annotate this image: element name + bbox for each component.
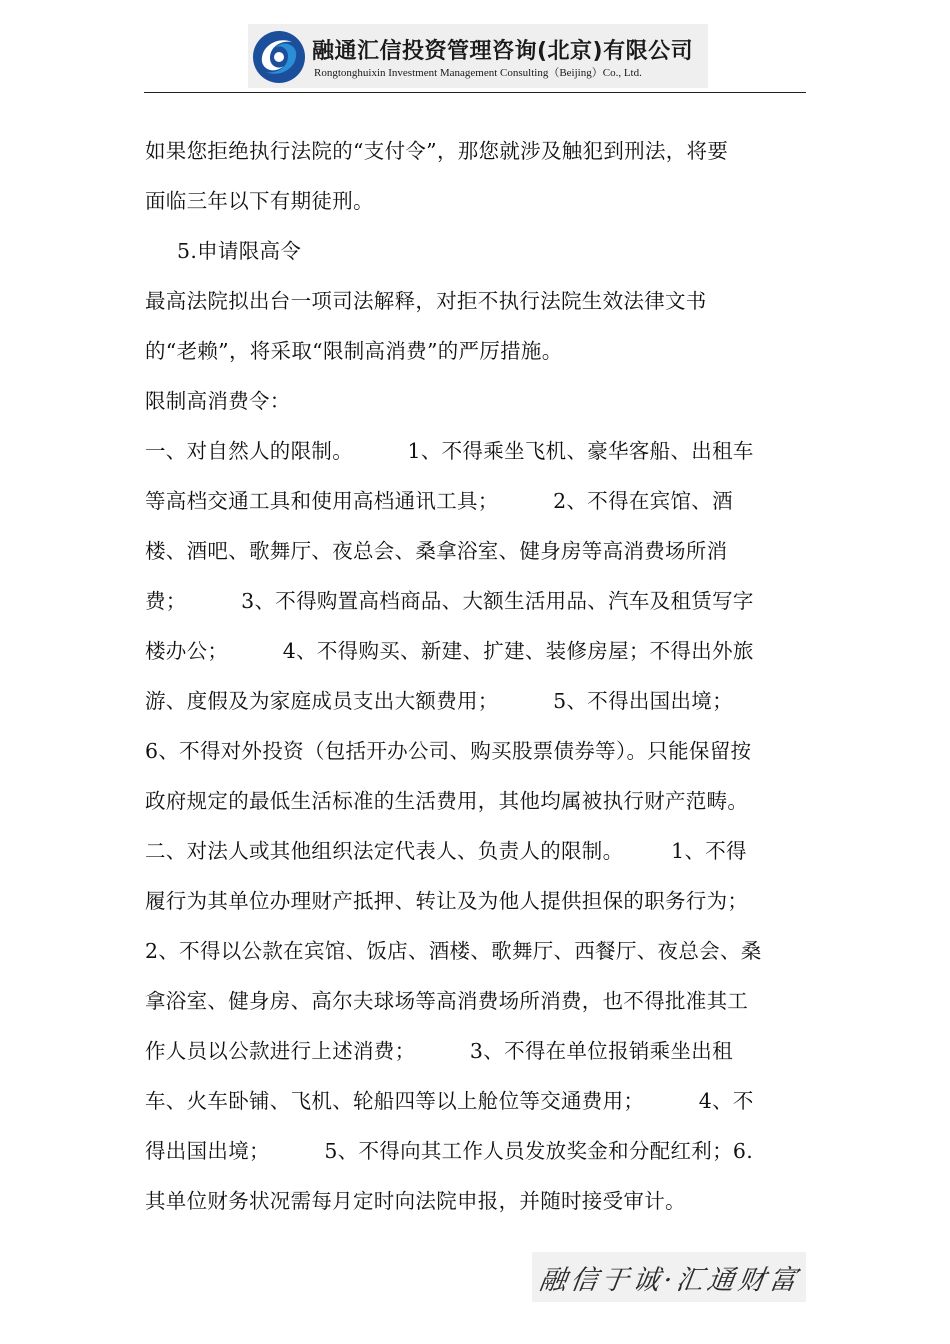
footer-slogan [532, 1252, 806, 1302]
company-name-en: Rongtonghuixin Investment Management Consulting（Beijing）Co., Ltd. [314, 67, 642, 79]
letterhead [248, 24, 708, 88]
text-line: 6、不得对外投资（包括开办公司、购买股票债券等）。只能保留按 [145, 739, 752, 763]
text-line: 楼办公； 4、不得购买、新建、扩建、装修房屋；不得出外旅 [145, 639, 754, 663]
swirl-logo-icon [252, 30, 306, 84]
text-line: 拿浴室、健身房、高尔夫球场等高消费场所消费，也不得批准其工 [145, 989, 749, 1013]
text-line: 得出国出境； 5、不得向其工作人员发放奖金和分配红利；6. [145, 1139, 754, 1163]
text-line: 最高法院拟出台一项司法解释，对拒不执行法院生效法律文书 [145, 289, 707, 313]
text-line: 楼、酒吧、歌舞厅、夜总会、桑拿浴室、健身房等高消费场所消 [145, 539, 728, 563]
text-line: 其单位财务状况需每月定时向法院申报，并随时接受审计。 [145, 1189, 686, 1213]
text-line: 作人员以公款进行上述消费； 3、不得在单位报销乘坐出租 [145, 1039, 733, 1063]
text-line: 费； 3、不得购置高档商品、大额生活用品、汽车及租赁写字 [145, 589, 754, 613]
text-line: 游、度假及为家庭成员支出大额费用； 5、不得出国出境； [145, 689, 733, 713]
text-line: 的“老赖”，将采取“限制高消费”的严厉措施。 [145, 339, 563, 363]
section-heading: 5.申请限高令 [177, 239, 302, 263]
slogan-text: 融信于诚·汇通财富 [537, 1265, 803, 1296]
document-body [145, 126, 815, 1226]
text-line: 如果您拒绝执行法院的“支付令”，那您就涉及触犯到刑法，将要 [145, 139, 729, 163]
text-line: 二、对法人或其他组织法定代表人、负责人的限制。 1、不得 [145, 839, 747, 863]
header-divider [144, 92, 806, 93]
text-line: 履行为其单位办理财产抵押、转让及为他人提供担保的职务行为； [145, 889, 749, 913]
text-line: 车、火车卧铺、飞机、轮船四等以上舱位等交通费用； 4、不 [145, 1089, 754, 1113]
company-name-cn: 融通汇信投资管理咨询(北京)有限公司 [312, 39, 694, 64]
text-line: 限制高消费令： [145, 389, 291, 413]
text-line: 等高档交通工具和使用高档通讯工具； 2、不得在宾馆、酒 [145, 489, 733, 513]
text-line: 一、对自然人的限制。 1、不得乘坐飞机、豪华客船、出租车 [145, 439, 754, 463]
text-line: 2、不得以公款在宾馆、饭店、酒楼、歌舞厅、西餐厅、夜总会、桑 [145, 939, 762, 963]
text-line: 面临三年以下有期徒刑。 [145, 189, 374, 213]
text-line: 政府规定的最低生活标准的生活费用，其他均属被执行财产范畴。 [145, 789, 749, 813]
